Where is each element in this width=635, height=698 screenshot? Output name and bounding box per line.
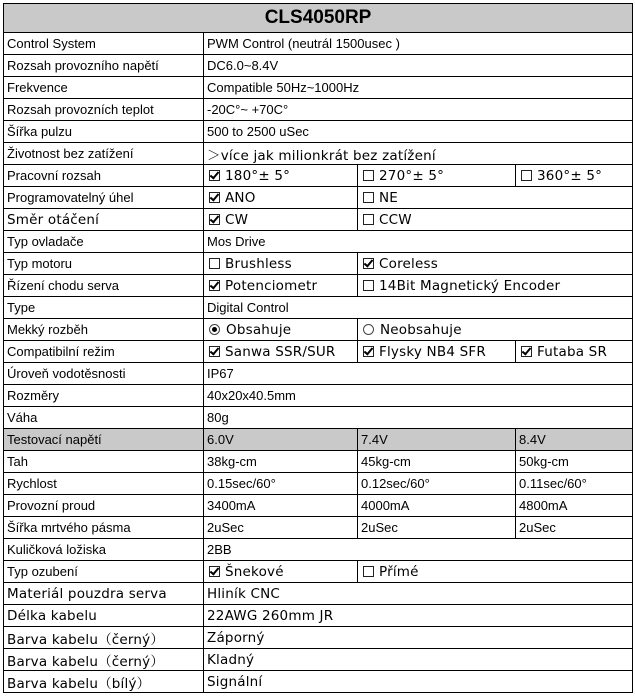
row-label: Šířka pulzu <box>4 121 204 143</box>
row-label: Testovací napětí <box>4 429 204 451</box>
checkbox-icon[interactable] <box>209 346 220 357</box>
row-label: Typ ozubení <box>4 561 204 583</box>
checkbox-icon[interactable] <box>521 346 532 357</box>
checkbox-icon[interactable] <box>209 280 220 291</box>
option-label: Obsahuje <box>226 321 292 338</box>
option-cell <box>204 253 358 275</box>
option-label: 180°± 5° <box>225 167 291 184</box>
row-value: 80g <box>204 407 633 429</box>
row-programmable-angle <box>4 187 633 209</box>
row-frequency <box>4 77 633 99</box>
servo-spec-table <box>3 3 633 693</box>
checkbox-icon[interactable] <box>363 170 374 181</box>
row-value: DC6.0~8.4V <box>204 55 633 77</box>
row-working-range <box>4 165 633 187</box>
value-cell: 0.11sec/60° <box>516 473 633 495</box>
voltage-cell: 8.4V <box>516 429 633 451</box>
row-cable-black-1 <box>4 627 633 649</box>
value-cell: 3400mA <box>204 495 358 517</box>
option-cell <box>358 275 633 297</box>
option-cell <box>204 187 358 209</box>
row-label: Rozměry <box>4 385 204 407</box>
row-value: Hliník CNC <box>204 583 633 605</box>
value-cell: 0.15sec/60° <box>204 473 358 495</box>
row-waterproof <box>4 363 633 385</box>
checkbox-icon[interactable] <box>209 258 220 269</box>
row-motor-type <box>4 253 633 275</box>
value-cell: 0.12sec/60° <box>358 473 516 495</box>
row-speed <box>4 473 633 495</box>
checkbox-icon[interactable] <box>363 280 374 291</box>
option-label: 14Bit Magnetický Encoder <box>379 277 561 294</box>
row-value: 22AWG 260mm JR <box>204 605 633 627</box>
row-soft-start <box>4 319 633 341</box>
option-cell <box>358 187 633 209</box>
row-type <box>4 297 633 319</box>
row-label: Mekký rozběh <box>4 319 204 341</box>
option-label: Sanwa SSR/SUR <box>225 343 336 360</box>
value-cell: 4000mA <box>358 495 516 517</box>
row-bearings <box>4 539 633 561</box>
row-deadband <box>4 517 633 539</box>
row-label: Rozsah provozních teplot <box>4 99 204 121</box>
row-servo-control <box>4 275 633 297</box>
row-value: -20C°~ +70C° <box>204 99 633 121</box>
option-cell <box>358 253 633 275</box>
option-label: Futaba SR <box>537 343 608 360</box>
option-label: Brushless <box>225 255 292 272</box>
row-case-material <box>4 583 633 605</box>
option-cell <box>516 165 633 187</box>
option-label: Neobsahuje <box>380 321 462 338</box>
row-value: PWM Control (neutrál 1500usec ) <box>204 33 633 55</box>
row-label: Programovatelný úhel <box>4 187 204 209</box>
option-cell <box>204 561 358 583</box>
row-label: Control System <box>4 33 204 55</box>
value-cell: 45kg-cm <box>358 451 516 473</box>
row-label: Řízení chodu serva <box>4 275 204 297</box>
row-cable-white <box>4 671 633 693</box>
value-cell: 2uSec <box>358 517 516 539</box>
row-label: Typ motoru <box>4 253 204 275</box>
value-cell: 2uSec <box>204 517 358 539</box>
row-current <box>4 495 633 517</box>
row-label: Váha <box>4 407 204 429</box>
row-label: Materiál pouzdra serva <box>4 583 204 605</box>
option-cell <box>516 341 633 363</box>
row-label: Typ ovladače <box>4 231 204 253</box>
row-value: Mos Drive <box>204 231 633 253</box>
voltage-cell: 7.4V <box>358 429 516 451</box>
option-label: Coreless <box>379 255 438 272</box>
checkbox-icon[interactable] <box>209 192 220 203</box>
row-voltage-range <box>4 55 633 77</box>
row-label: Provozní proud <box>4 495 204 517</box>
row-label: Kuličková ložiska <box>4 539 204 561</box>
option-cell <box>204 209 358 231</box>
row-value: Záporný <box>204 627 633 649</box>
row-label: Barva kabelu（černý） <box>4 649 204 671</box>
option-label: Přímé <box>379 563 419 580</box>
checkbox-icon[interactable] <box>363 192 374 203</box>
checkbox-icon[interactable] <box>521 170 532 181</box>
checkbox-icon[interactable] <box>363 346 374 357</box>
spec-title: CLS4050RP <box>4 4 633 33</box>
checkbox-icon[interactable] <box>363 214 374 225</box>
row-torque <box>4 451 633 473</box>
option-label: NE <box>379 189 399 206</box>
row-label: Životnost bez zatížení <box>4 143 204 165</box>
option-label: 360°± 5° <box>537 167 603 184</box>
row-value: Signální <box>204 671 633 693</box>
option-cell <box>204 165 358 187</box>
row-label: Směr otáčení <box>4 209 204 231</box>
option-label: Šnekové <box>225 563 284 580</box>
row-label: Type <box>4 297 204 319</box>
row-label: Rychlost <box>4 473 204 495</box>
row-label: Tah <box>4 451 204 473</box>
checkbox-icon[interactable] <box>209 214 220 225</box>
row-label: Délka kabelu <box>4 605 204 627</box>
value-cell: 4800mA <box>516 495 633 517</box>
option-cell <box>358 319 633 341</box>
option-label: Potenciometr <box>225 277 318 294</box>
option-cell <box>204 275 358 297</box>
row-temp-range <box>4 99 633 121</box>
row-label: Šířka mrtvého pásma <box>4 517 204 539</box>
radio-icon[interactable] <box>363 324 374 335</box>
row-label: Úroveň vodotěsnosti <box>4 363 204 385</box>
row-value: 500 to 2500 uSec <box>204 121 633 143</box>
voltage-cell: 6.0V <box>204 429 358 451</box>
option-cell <box>358 341 516 363</box>
row-value: Digital Control <box>204 297 633 319</box>
row-value: 40x20x40.5mm <box>204 385 633 407</box>
row-pulse-width <box>4 121 633 143</box>
row-cable-length <box>4 605 633 627</box>
checkbox-icon[interactable] <box>209 566 220 577</box>
row-dimensions <box>4 385 633 407</box>
row-gearing <box>4 561 633 583</box>
radio-icon[interactable] <box>209 324 220 335</box>
row-label: Rozsah provozního napětí <box>4 55 204 77</box>
checkbox-icon[interactable] <box>363 566 374 577</box>
option-label: 270°± 5° <box>379 167 445 184</box>
row-rotation <box>4 209 633 231</box>
row-weight <box>4 407 633 429</box>
value-cell: 38kg-cm <box>204 451 358 473</box>
option-cell <box>204 341 358 363</box>
row-value: Kladný <box>204 649 633 671</box>
value-cell: 50kg-cm <box>516 451 633 473</box>
option-label: Flysky NB4 SFR <box>379 343 486 360</box>
option-label: CCW <box>379 211 412 228</box>
option-label: CW <box>225 211 249 228</box>
checkbox-icon[interactable] <box>363 258 374 269</box>
option-label: ANO <box>225 189 256 206</box>
row-cable-black-2 <box>4 649 633 671</box>
row-test-voltage <box>4 429 633 451</box>
row-value: 2BB <box>204 539 633 561</box>
row-compat-mode <box>4 341 633 363</box>
row-label: Barva kabelu（černý） <box>4 627 204 649</box>
row-label: Barva kabelu（bílý） <box>4 671 204 693</box>
row-value: IP67 <box>204 363 633 385</box>
row-control-system <box>4 33 633 55</box>
row-driver-type <box>4 231 633 253</box>
option-cell <box>204 319 358 341</box>
row-label: Frekvence <box>4 77 204 99</box>
row-lifetime <box>4 143 633 165</box>
row-value: ＞více jak milionkrát bez zatížení <box>204 143 633 165</box>
row-label: Compatibilní režim <box>4 341 204 363</box>
value-cell: 2uSec <box>516 517 633 539</box>
option-cell <box>358 561 633 583</box>
checkbox-icon[interactable] <box>209 170 220 181</box>
option-cell <box>358 209 633 231</box>
option-cell <box>358 165 516 187</box>
row-value: Compatible 50Hz~1000Hz <box>204 77 633 99</box>
row-label: Pracovní rozsah <box>4 165 204 187</box>
